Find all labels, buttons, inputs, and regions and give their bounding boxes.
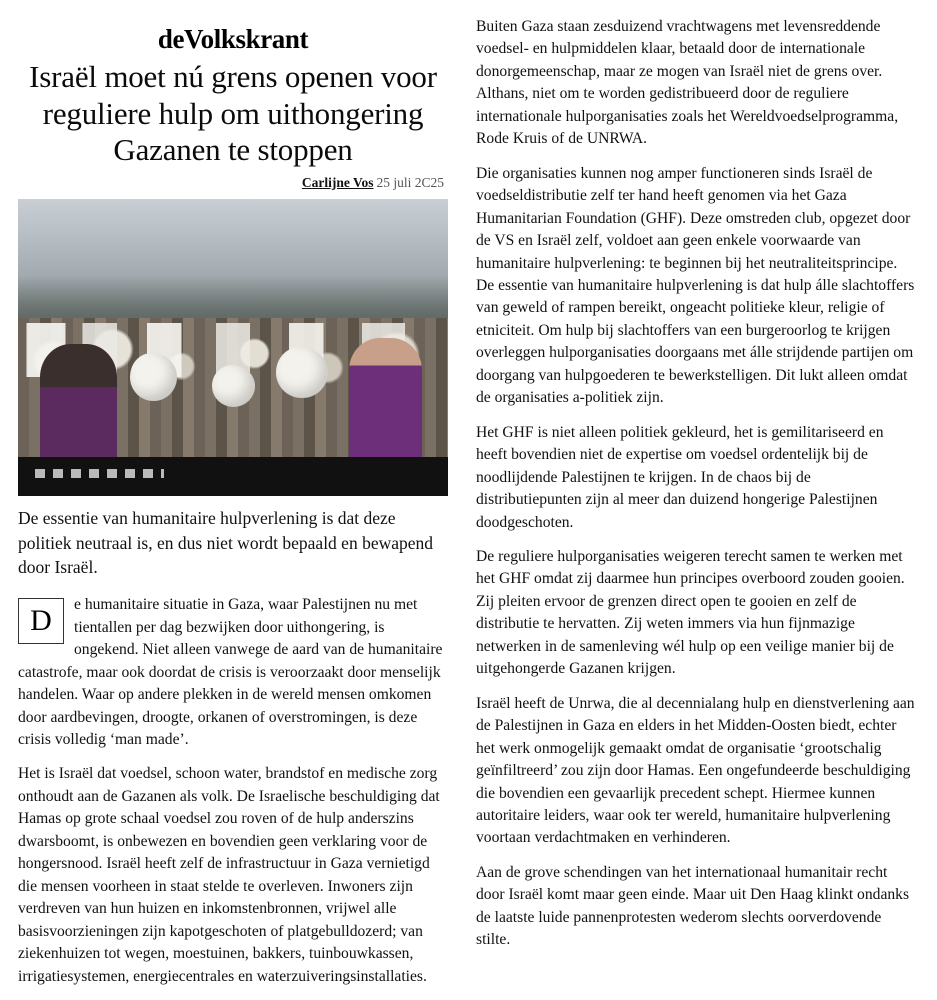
body-paragraph-text: e humanitaire situatie in Gaza, waar Palestijnen nu met tientallen per dag bezwijken door uithongering, is ongekend. Niet alleen vanwege de aard van de humanitaire catastrofe, maar ook doordat de crisis is veroorzaakt door menselijk handelen. Waar op andere plekken in de wereld mensen omkomen door aardbevingen, droogte, orkanen of overstromingen, is deze crisis volledig ‘man made’.: [18, 596, 443, 748]
body-paragraph: Aan de grove schendingen van het internationaal humanitair recht door Israël komt maar geen einde. Maar uit Den Haag klinkt ondanks de laatste luide pannenprotesten wederom slechts oorverdovende stilte.: [476, 863, 910, 949]
body-paragraph: De reguliere hulporganisaties weigeren terecht samen te werken met het GHF omdat zij daarmee hun principes overboord zouden gooien. Zij pleiten ervoor de grenzen direct open te gooien en zelf de distributie te hervatten. Zij weten immers via hun fijnmazige netwerken in de samenleving wél hulp op een veilige manier bij de uitgehongerde Gazanen krijgen.: [476, 547, 905, 678]
body-paragraph: Israël heeft de Unrwa, die al decennialang hulp en dienstverlening aan de Palestijnen in Gaza en elders in het Midden-Oosten biedt, echter het werk onmogelijk gemaakt omdat de organisatie ‘grootschalig geïnfiltreerd’ zou zijn door Hamas. Een ongefundeerde beschuldiging die bovendien een gevaarlijk precedent schept. Hiermee kunnen autoritaire leiders, waar ook ter wereld, humanitaire hulpverlening voortaan verdachtmaken en verhinderen.: [476, 694, 915, 847]
body-paragraph: Buiten Gaza staan zesduizend vrachtwagens met levensreddende voedsel- en hulpmiddelen klaar, betaald door de internationale donorgemeenschap, maar ze mogen van Israël niet de grens over. Althans, niet om te worden gedistribueerd door de reguliere internationale hulporganisaties zoals het Wereldvoedselprogramma, Rode Kruis of de UNRWA.: [476, 18, 899, 148]
photo-foreground-figure: [40, 344, 117, 463]
right-column: [476, 14, 916, 990]
body-paragraph: Het is Israël dat voedsel, schoon water, brandstof en medische zorg onthoudt aan de Gazanen als volk. De Israelische beschuldiging dat Hamas op grote schaal voedsel zou roven of de hulp anderszins dwarsboomt, is onbewezen en bovendien geen verklaring voor de hongersnood. Israël heeft zelf de infrastructuur in Gaza vernietigd die mensen voorheen in staat stelde te overleven. Inwoners zijn verdreven van hun huizen en inkomstenbronnen, vrijwel alle basisvoorzieningen zijn kapotgeschoten of platgebulldozerd; van ziekenhuizen tot wegen, moestuinen, bakkers, tuinbouwkassen, irrigatiesystemen, energiecentrales en waterzuiveringsinstallaties.: [18, 765, 440, 985]
page-title: Israël moet nú grens openen voor reguliere hulp om uithongering Gazanen te stoppen: [29, 59, 437, 168]
article-photo: [18, 199, 448, 496]
photo-flour-sack: [276, 347, 328, 397]
left-column: [18, 14, 448, 990]
byline: [18, 175, 444, 191]
byline-date: 25 juli 2C25: [376, 174, 444, 190]
photo-flour-sack: [130, 353, 177, 401]
body-paragraph: Die organisaties kunnen nog amper functioneren sinds Israël de voedseldistributie zelf ter hand heeft genomen via het Gaza Humanitarian Foundation (GHF). Deze omstreden club, opgezet door de VS en Israël zelf, voldoet aan geen enkele voorwaarde van humanitaire hulpverlening: te beginnen bij het neutraliteitsprincipe. De essentie van humanitaire hulpverlening is dat hulp álle slachtoffers van geweld of rampen bereikt, ongeacht politieke kleur, religie of etniciteit. Om hulp bij slachtoffers van een burgeroorlog te krijgen overleggen hulporganisaties doorgaans met álle strijdende partijen om doorgang van hulpgoederen te bewerkstelligen. Dit lukt alleen omdat de organisaties a-politiek zijn.: [476, 164, 915, 407]
drop-cap: D: [18, 598, 64, 644]
standfirst: De essentie van humanitaire hulpverlening is dat deze politiek neutraal is, en dus niet wordt bepaald en bewapend door Israël.: [18, 507, 434, 578]
body-paragraph: [18, 594, 448, 751]
photo-protest-banner: [18, 457, 448, 496]
photo-foreground-figure: [349, 338, 422, 463]
masthead-logo: deVolkskrant: [157, 24, 309, 54]
body-paragraph: Het GHF is niet alleen politiek gekleurd, het is gemilitariseerd en heeft bovendien niet de expertise om voedsel ordentelijk bij de noodlijdende Palestijnen te krijgen. In de chaos bij de distributiepunten zijn al meer dan duizend hongerige Palestijnen doodgeschoten.: [476, 423, 884, 531]
byline-author[interactable]: Carlijne Vos: [301, 174, 374, 190]
photo-flour-sack: [212, 365, 255, 407]
